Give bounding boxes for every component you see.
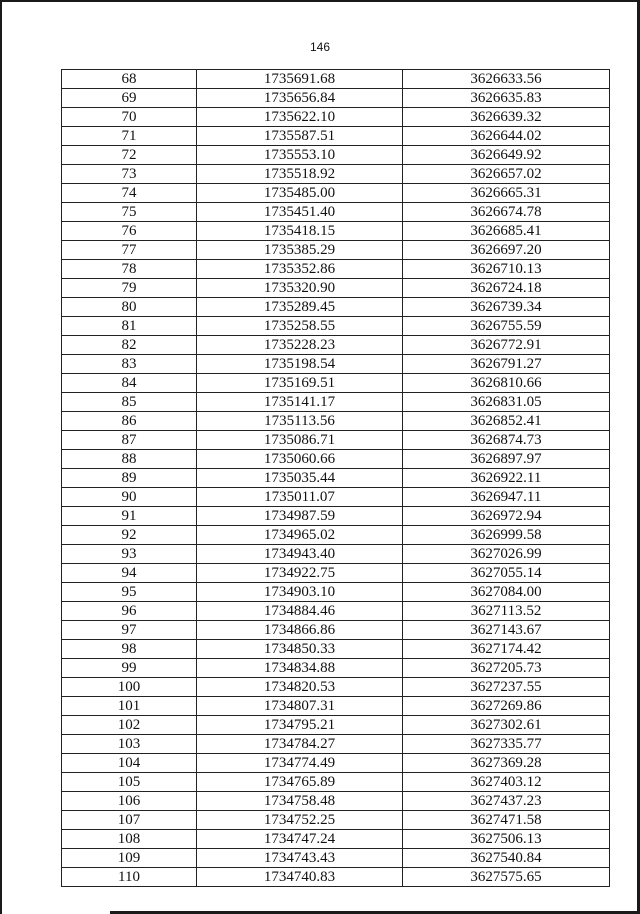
- point-number-cell: 79: [62, 279, 197, 298]
- x-coordinate-cell: 1735035.44: [197, 469, 403, 488]
- table-row: [62, 431, 610, 450]
- x-coordinate-cell: 1735258.55: [197, 317, 403, 336]
- x-coordinate-cell: 1734834.88: [197, 659, 403, 678]
- y-coordinate-cell: 3626852.41: [403, 412, 610, 431]
- x-coordinate-cell: 1734903.10: [197, 583, 403, 602]
- point-number-cell: 106: [62, 792, 197, 811]
- x-coordinate-cell: 1735553.10: [197, 146, 403, 165]
- y-coordinate-cell: 3626633.56: [403, 70, 610, 89]
- x-coordinate-cell: 1734758.48: [197, 792, 403, 811]
- x-coordinate-cell: 1734752.25: [197, 811, 403, 830]
- point-number-cell: 101: [62, 697, 197, 716]
- y-coordinate-cell: 3626649.92: [403, 146, 610, 165]
- point-number-cell: 99: [62, 659, 197, 678]
- x-coordinate-cell: 1734866.86: [197, 621, 403, 640]
- point-number-cell: 75: [62, 203, 197, 222]
- table-row: [62, 602, 610, 621]
- x-coordinate-cell: 1734743.43: [197, 849, 403, 868]
- point-number-cell: 77: [62, 241, 197, 260]
- table-row: [62, 336, 610, 355]
- point-number-cell: 76: [62, 222, 197, 241]
- point-number-cell: 73: [62, 165, 197, 184]
- table-row: [62, 678, 610, 697]
- y-coordinate-cell: 3627084.00: [403, 583, 610, 602]
- x-coordinate-cell: 1735198.54: [197, 355, 403, 374]
- table-row: [62, 70, 610, 89]
- point-number-cell: 110: [62, 868, 197, 887]
- y-coordinate-cell: 3626665.31: [403, 184, 610, 203]
- table-row: [62, 279, 610, 298]
- point-number-cell: 78: [62, 260, 197, 279]
- table-row: [62, 241, 610, 260]
- point-number-cell: 74: [62, 184, 197, 203]
- y-coordinate-cell: 3627113.52: [403, 602, 610, 621]
- point-number-cell: 107: [62, 811, 197, 830]
- point-number-cell: 102: [62, 716, 197, 735]
- x-coordinate-cell: 1735418.15: [197, 222, 403, 241]
- table-row: [62, 564, 610, 583]
- x-coordinate-cell: 1734784.27: [197, 735, 403, 754]
- y-coordinate-cell: 3626897.97: [403, 450, 610, 469]
- table-row: [62, 716, 610, 735]
- y-coordinate-cell: 3626644.02: [403, 127, 610, 146]
- x-coordinate-cell: 1735656.84: [197, 89, 403, 108]
- y-coordinate-cell: 3627143.67: [403, 621, 610, 640]
- point-number-cell: 104: [62, 754, 197, 773]
- x-coordinate-cell: 1734740.83: [197, 868, 403, 887]
- table-row: [62, 317, 610, 336]
- point-number-cell: 80: [62, 298, 197, 317]
- x-coordinate-cell: 1734807.31: [197, 697, 403, 716]
- table-row: [62, 260, 610, 279]
- table-row: [62, 184, 610, 203]
- point-number-cell: 82: [62, 336, 197, 355]
- x-coordinate-cell: 1735485.00: [197, 184, 403, 203]
- y-coordinate-cell: 3626657.02: [403, 165, 610, 184]
- table-row: [62, 108, 610, 127]
- point-number-cell: 84: [62, 374, 197, 393]
- point-number-cell: 98: [62, 640, 197, 659]
- table-row: [62, 868, 610, 887]
- y-coordinate-cell: 3627437.23: [403, 792, 610, 811]
- y-coordinate-cell: 3626710.13: [403, 260, 610, 279]
- x-coordinate-cell: 1734774.49: [197, 754, 403, 773]
- x-coordinate-cell: 1734884.46: [197, 602, 403, 621]
- y-coordinate-cell: 3627540.84: [403, 849, 610, 868]
- y-coordinate-cell: 3627055.14: [403, 564, 610, 583]
- x-coordinate-cell: 1734747.24: [197, 830, 403, 849]
- y-coordinate-cell: 3627302.61: [403, 716, 610, 735]
- y-coordinate-cell: 3626639.32: [403, 108, 610, 127]
- table-row: [62, 355, 610, 374]
- y-coordinate-cell: 3626755.59: [403, 317, 610, 336]
- x-coordinate-cell: 1734987.59: [197, 507, 403, 526]
- y-coordinate-cell: 3626831.05: [403, 393, 610, 412]
- x-coordinate-cell: 1735060.66: [197, 450, 403, 469]
- point-number-cell: 109: [62, 849, 197, 868]
- table-row: [62, 412, 610, 431]
- y-coordinate-cell: 3627575.65: [403, 868, 610, 887]
- table-row: [62, 621, 610, 640]
- x-coordinate-cell: 1735691.68: [197, 70, 403, 89]
- coordinates-table-body: [62, 70, 610, 887]
- point-number-cell: 90: [62, 488, 197, 507]
- point-number-cell: 108: [62, 830, 197, 849]
- point-number-cell: 68: [62, 70, 197, 89]
- table-row: [62, 450, 610, 469]
- y-coordinate-cell: 3626810.66: [403, 374, 610, 393]
- table-row: [62, 222, 610, 241]
- x-coordinate-cell: 1735320.90: [197, 279, 403, 298]
- table-row: [62, 298, 610, 317]
- point-number-cell: 87: [62, 431, 197, 450]
- x-coordinate-cell: 1734850.33: [197, 640, 403, 659]
- table-row: [62, 488, 610, 507]
- table-row: [62, 203, 610, 222]
- y-coordinate-cell: 3627506.13: [403, 830, 610, 849]
- point-number-cell: 100: [62, 678, 197, 697]
- point-number-cell: 91: [62, 507, 197, 526]
- table-row: [62, 792, 610, 811]
- x-coordinate-cell: 1735289.45: [197, 298, 403, 317]
- y-coordinate-cell: 3626635.83: [403, 89, 610, 108]
- point-number-cell: 83: [62, 355, 197, 374]
- table-row: [62, 811, 610, 830]
- table-row: [62, 583, 610, 602]
- y-coordinate-cell: 3626772.91: [403, 336, 610, 355]
- table-row: [62, 735, 610, 754]
- x-coordinate-cell: 1735385.29: [197, 241, 403, 260]
- point-number-cell: 105: [62, 773, 197, 792]
- x-coordinate-cell: 1735587.51: [197, 127, 403, 146]
- y-coordinate-cell: 3626697.20: [403, 241, 610, 260]
- page-edge-left: [0, 0, 2, 914]
- page-number: 146: [309, 40, 331, 54]
- table-row: [62, 659, 610, 678]
- y-coordinate-cell: 3626739.34: [403, 298, 610, 317]
- point-number-cell: 86: [62, 412, 197, 431]
- point-number-cell: 69: [62, 89, 197, 108]
- y-coordinate-cell: 3627335.77: [403, 735, 610, 754]
- y-coordinate-cell: 3627237.55: [403, 678, 610, 697]
- y-coordinate-cell: 3627403.12: [403, 773, 610, 792]
- x-coordinate-cell: 1735113.56: [197, 412, 403, 431]
- page-edge-top: [0, 0, 640, 2]
- point-number-cell: 89: [62, 469, 197, 488]
- y-coordinate-cell: 3626947.11: [403, 488, 610, 507]
- y-coordinate-cell: 3626791.27: [403, 355, 610, 374]
- y-coordinate-cell: 3627026.99: [403, 545, 610, 564]
- point-number-cell: 97: [62, 621, 197, 640]
- y-coordinate-cell: 3626874.73: [403, 431, 610, 450]
- y-coordinate-cell: 3627471.58: [403, 811, 610, 830]
- point-number-cell: 85: [62, 393, 197, 412]
- table-row: [62, 146, 610, 165]
- table-row: [62, 526, 610, 545]
- point-number-cell: 103: [62, 735, 197, 754]
- coordinates-table: [61, 69, 610, 887]
- table-row: [62, 849, 610, 868]
- x-coordinate-cell: 1735141.17: [197, 393, 403, 412]
- y-coordinate-cell: 3626972.94: [403, 507, 610, 526]
- y-coordinate-cell: 3626674.78: [403, 203, 610, 222]
- table-row: [62, 773, 610, 792]
- point-number-cell: 88: [62, 450, 197, 469]
- y-coordinate-cell: 3626999.58: [403, 526, 610, 545]
- point-number-cell: 96: [62, 602, 197, 621]
- x-coordinate-cell: 1735352.86: [197, 260, 403, 279]
- x-coordinate-cell: 1735169.51: [197, 374, 403, 393]
- x-coordinate-cell: 1735622.10: [197, 108, 403, 127]
- x-coordinate-cell: 1735518.92: [197, 165, 403, 184]
- x-coordinate-cell: 1735011.07: [197, 488, 403, 507]
- table-row: [62, 374, 610, 393]
- table-row: [62, 393, 610, 412]
- y-coordinate-cell: 3626685.41: [403, 222, 610, 241]
- table-row: [62, 469, 610, 488]
- x-coordinate-cell: 1735451.40: [197, 203, 403, 222]
- table-row: [62, 830, 610, 849]
- x-coordinate-cell: 1734965.02: [197, 526, 403, 545]
- x-coordinate-cell: 1734943.40: [197, 545, 403, 564]
- table-row: [62, 754, 610, 773]
- point-number-cell: 92: [62, 526, 197, 545]
- y-coordinate-cell: 3626724.18: [403, 279, 610, 298]
- point-number-cell: 95: [62, 583, 197, 602]
- y-coordinate-cell: 3626922.11: [403, 469, 610, 488]
- x-coordinate-cell: 1734765.89: [197, 773, 403, 792]
- point-number-cell: 72: [62, 146, 197, 165]
- table-row: [62, 640, 610, 659]
- x-coordinate-cell: 1734922.75: [197, 564, 403, 583]
- point-number-cell: 71: [62, 127, 197, 146]
- y-coordinate-cell: 3627205.73: [403, 659, 610, 678]
- point-number-cell: 93: [62, 545, 197, 564]
- point-number-cell: 70: [62, 108, 197, 127]
- y-coordinate-cell: 3627269.86: [403, 697, 610, 716]
- table-row: [62, 89, 610, 108]
- y-coordinate-cell: 3627174.42: [403, 640, 610, 659]
- x-coordinate-cell: 1735228.23: [197, 336, 403, 355]
- point-number-cell: 94: [62, 564, 197, 583]
- table-row: [62, 697, 610, 716]
- table-row: [62, 127, 610, 146]
- table-row: [62, 545, 610, 564]
- point-number-cell: 81: [62, 317, 197, 336]
- x-coordinate-cell: 1735086.71: [197, 431, 403, 450]
- x-coordinate-cell: 1734795.21: [197, 716, 403, 735]
- x-coordinate-cell: 1734820.53: [197, 678, 403, 697]
- table-row: [62, 507, 610, 526]
- y-coordinate-cell: 3627369.28: [403, 754, 610, 773]
- table-row: [62, 165, 610, 184]
